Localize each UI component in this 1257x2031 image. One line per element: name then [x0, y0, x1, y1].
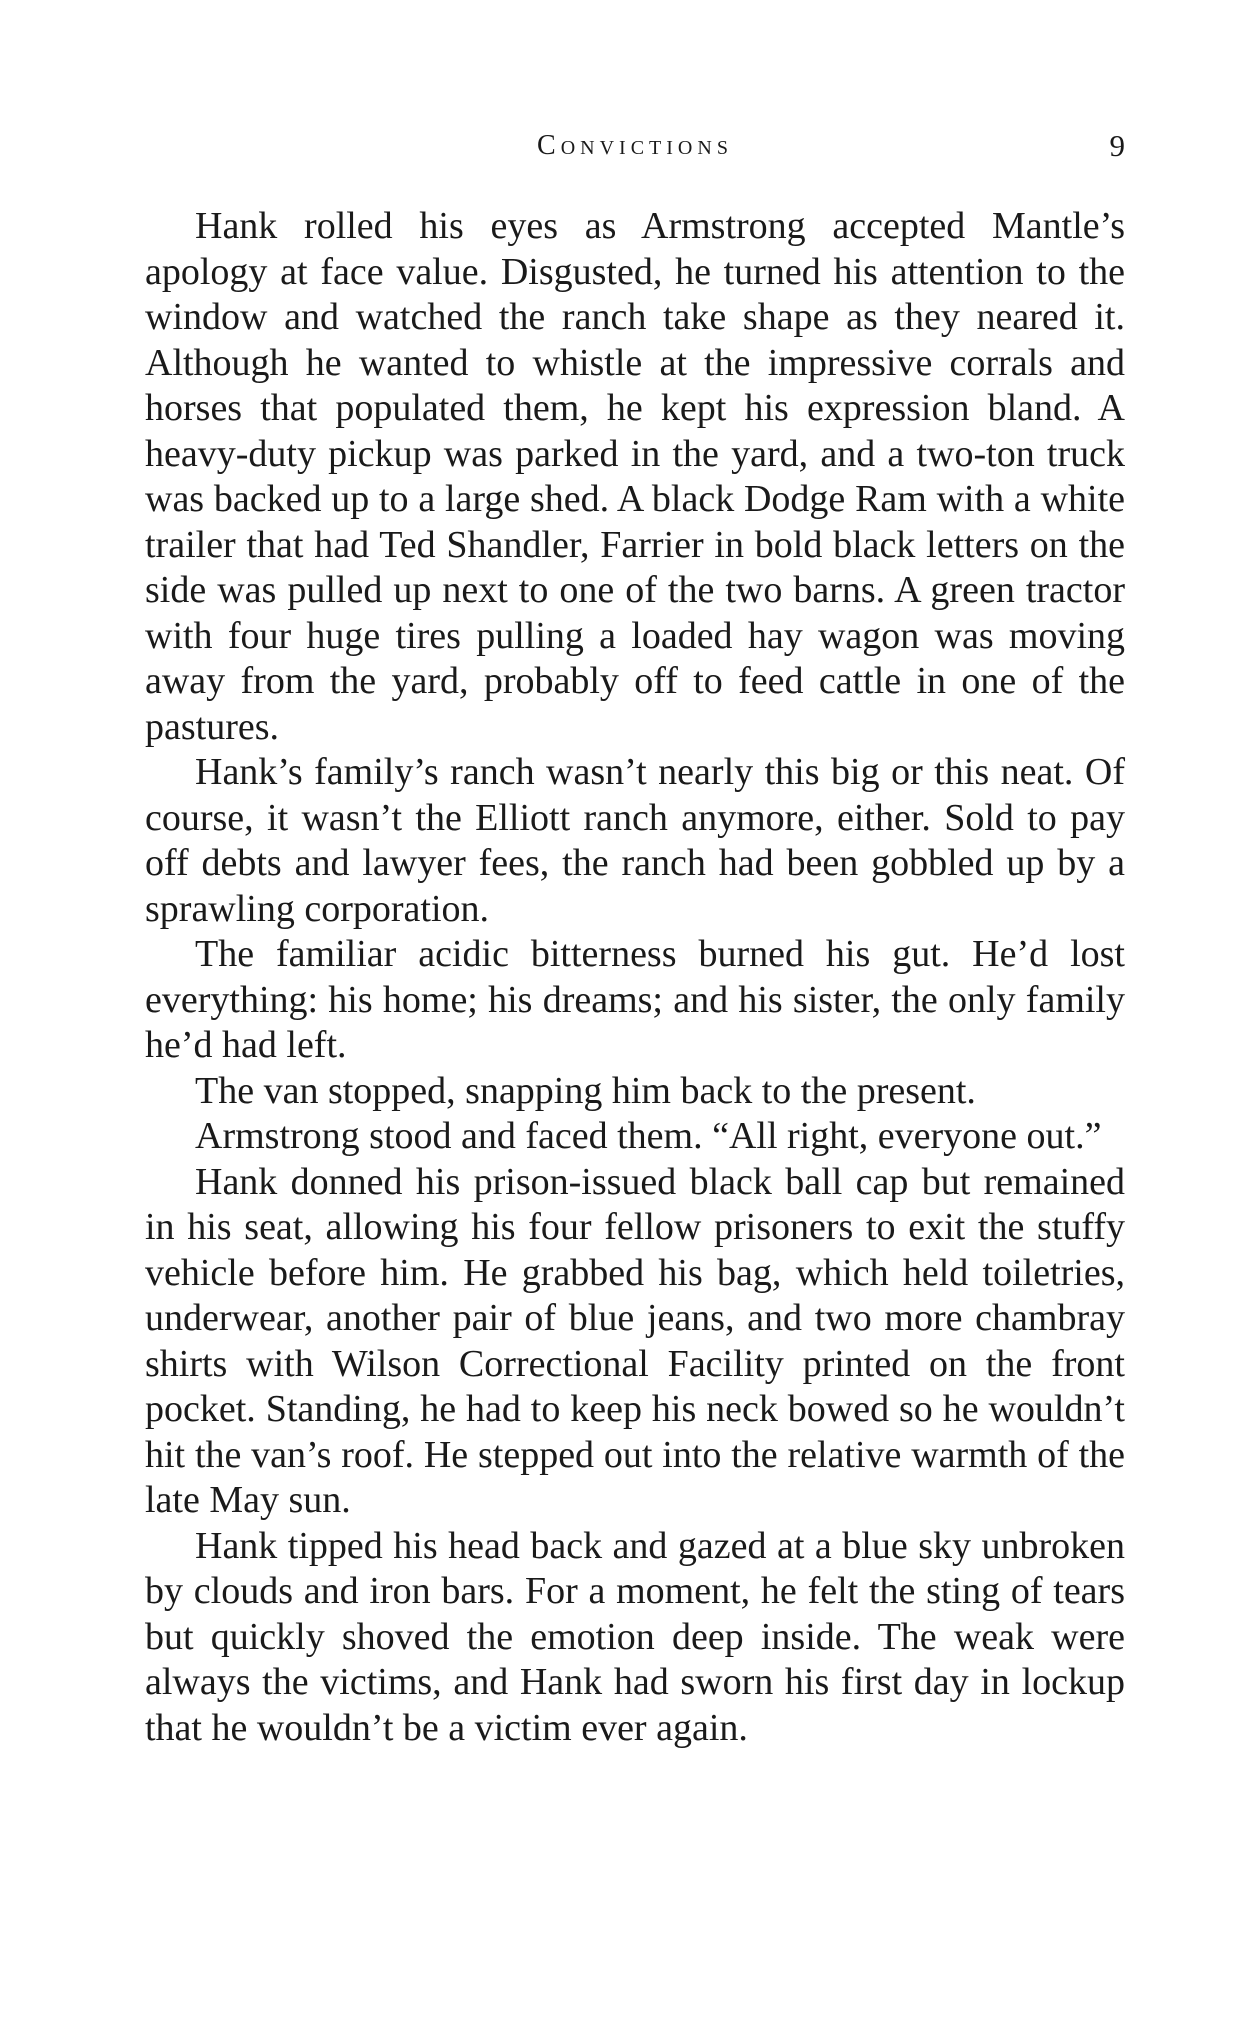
paragraph: Armstrong stood and faced them. “All right, everyone out.”: [195, 1115, 1102, 1157]
page-number: 9: [1109, 128, 1125, 163]
running-header: [145, 126, 1125, 166]
paragraph: Hank rolled his eyes as Armstrong accepted Mantle’s apology at face value. Disgusted, he turned his attention to the window and watched the ranch take shape as they neared it. Although he wanted to whistle at the impressive corrals and horses that populated them, he kept his expression bland. A heavy-duty pickup was parked in the yard, and a two-ton truck was backed up to a large shed. A black Dodge Ram with a white trailer that had Ted Shandler, Farrier in bold black letters on the side was pulled up next to one of the two barns. A green tractor with four huge tires pulling a loaded hay wagon was moving away from the yard, probably off to feed cattle in one of the pastures.: [145, 205, 1125, 748]
paragraph: Hank’s family’s ranch wasn’t nearly this big or this neat. Of course, it wasn’t the Elliott ranch anymore, either. Sold to pay off debts and lawyer fees, the ranch had been gobbled up by a sprawling corporation.: [145, 751, 1125, 930]
paragraph: Hank tipped his head back and gazed at a blue sky unbroken by clouds and iron bars. For a moment, he felt the sting of tears but quickly shoved the emotion deep inside. The weak were always the victims, and Hank had sworn his first day in lockup that he wouldn’t be a victim ever again.: [145, 1524, 1125, 1749]
paragraph: The van stopped, snapping him back to the present.: [195, 1069, 976, 1112]
body-text: [145, 204, 1125, 1751]
running-title: Convictions: [537, 130, 733, 161]
paragraph: Hank donned his prison-issued black ball cap but remained in his seat, allowing his four fellow prisoners to exit the stuffy vehicle before him. He grabbed his bag, which held toiletries, underwear, another pair of blue jeans, and two more chambray shirts with Wilson Correctional Facility printed on the front pocket. Standing, he had to keep his neck bowed so he wouldn’t hit the van’s roof. He stepped out into the relative warmth of the late May sun.: [145, 1160, 1125, 1521]
paragraph: The familiar acidic bitterness burned his gut. He’d lost everything: his home; his dreams; and his sister, the only family he’d had left.: [145, 933, 1125, 1066]
